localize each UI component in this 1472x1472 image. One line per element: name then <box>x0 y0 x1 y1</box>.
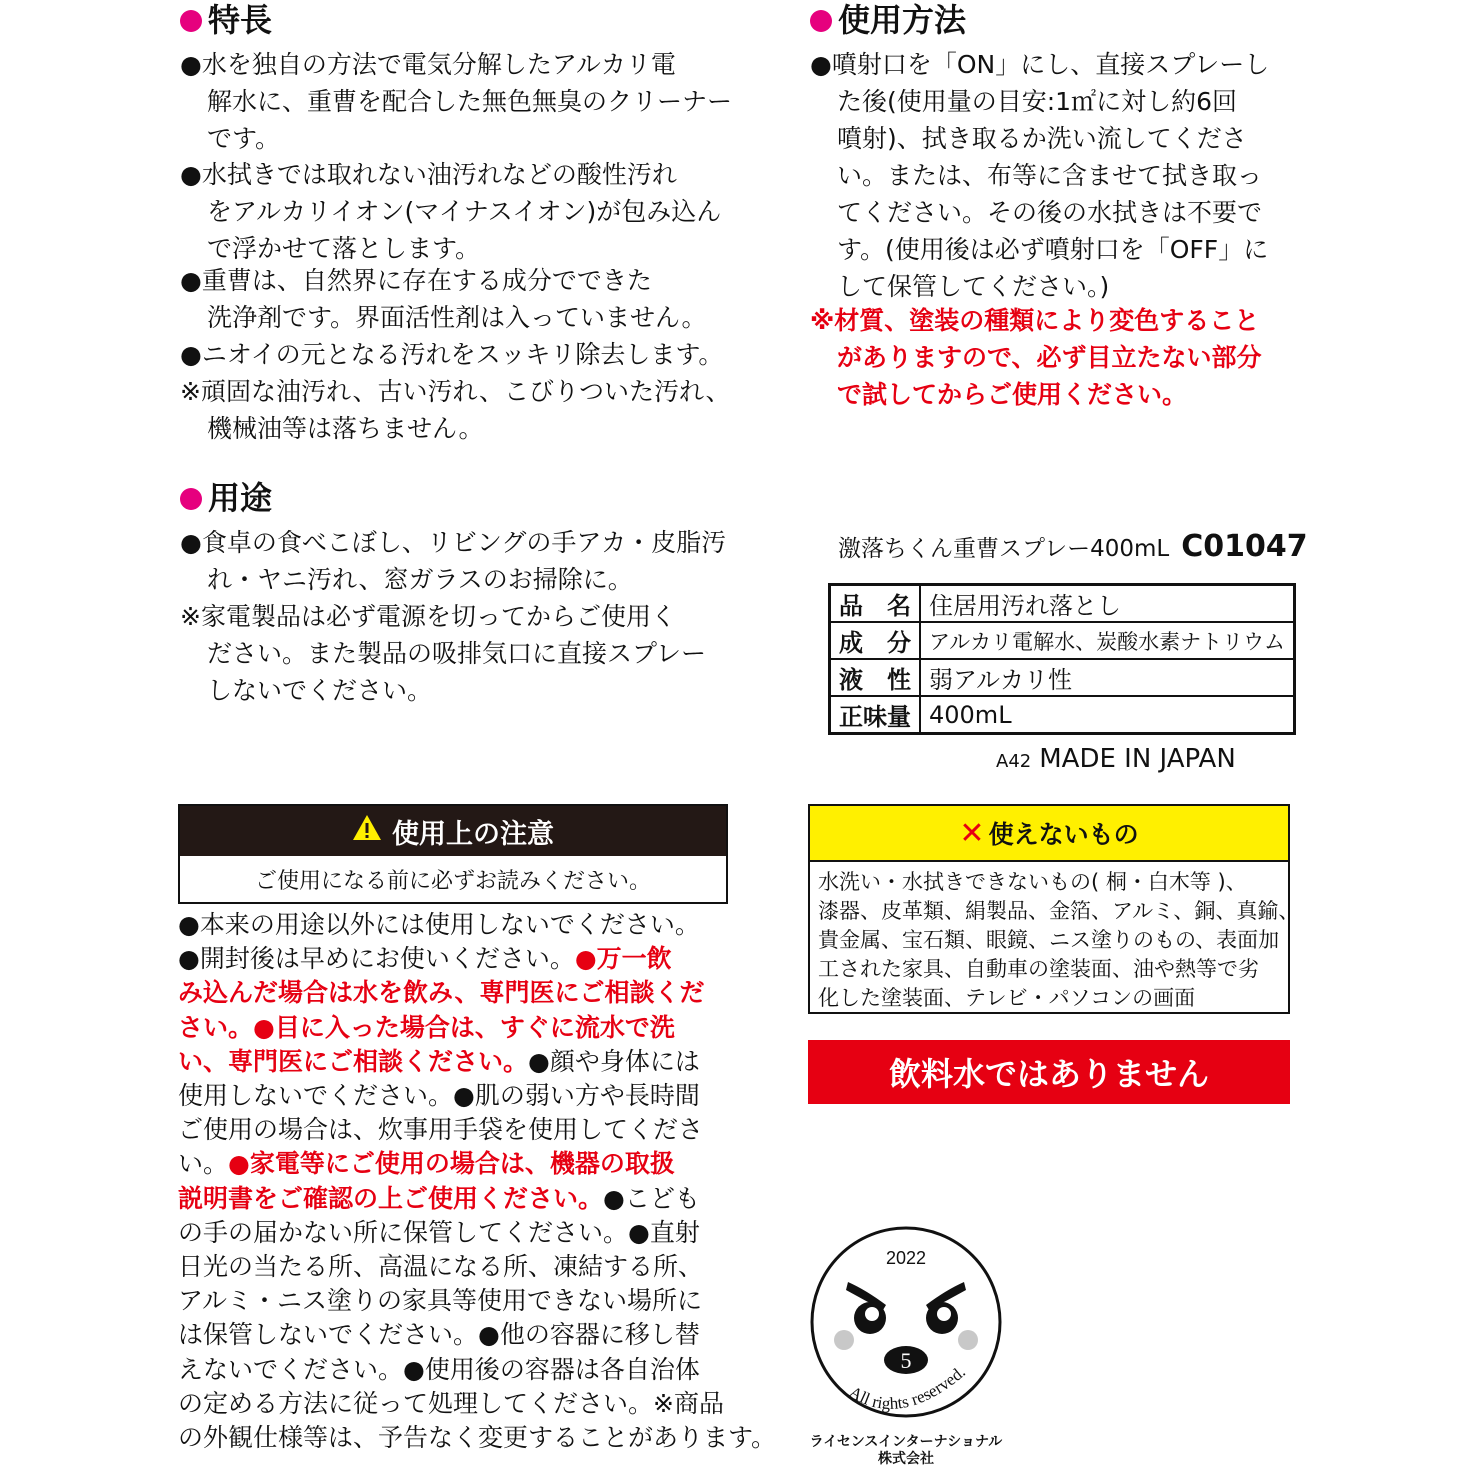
warning-header <box>180 806 726 856</box>
spec-value: 400mL <box>920 696 1294 734</box>
warning-line <box>178 1182 776 1216</box>
origin-line <box>996 744 1236 774</box>
usage-item-1: ●食卓の食べこぼし、リビングの手アカ・皮脂汚 れ・ヤニ汚れ、窓ガラスのお掃除に。 <box>180 528 727 594</box>
warning-line <box>178 1079 776 1113</box>
spec-table <box>828 583 1296 735</box>
left-cheek-icon <box>834 1330 854 1350</box>
warning-text-red: み込んだ場合は水を飲み、専門医にご相談くだ <box>178 978 705 1008</box>
warning-line <box>178 1045 776 1079</box>
warning-text <box>178 908 776 1455</box>
warning-text-segment: アルミ・ニス塗りの家具等使用できない場所に <box>178 1286 703 1316</box>
warning-line <box>178 1318 776 1352</box>
warning-text-segment: の外観仕様等は、予告なく変更することがあります。 <box>178 1423 777 1453</box>
not-usable-title: 使えないもの <box>988 820 1139 849</box>
spec-value: 弱アルカリ性 <box>920 659 1294 696</box>
warning-line <box>178 1387 776 1421</box>
rights-text: All rights reserved. <box>845 1362 970 1414</box>
warning-text-segment: えないでください。●使用後の容器は各自治体 <box>178 1354 700 1384</box>
howto-title: 使用方法 <box>810 0 966 40</box>
warning-text-red: ●万一飲 <box>574 944 672 974</box>
table-row <box>830 696 1295 734</box>
table-row <box>830 622 1295 659</box>
spec-key: 正味量 <box>830 696 921 734</box>
warning-line <box>178 1216 776 1250</box>
howto-caution: ※材質、塗装の種類により変色すること がありますので、必ず目立たない部分 で試してからご使用ください。 <box>810 306 1262 409</box>
mascot-number: 5 <box>900 1348 912 1373</box>
right-cheek-icon <box>958 1330 978 1350</box>
spec-key: 品名 <box>830 585 921 623</box>
warning-line <box>178 976 776 1010</box>
spec-value: アルカリ電解水、炭酸水素ナトリウム <box>920 622 1294 659</box>
mascot-logo <box>806 1220 1006 1429</box>
company-name: ライセンスインターナショナル 株式会社 <box>809 1434 1003 1467</box>
feature-item-1: ●水を独自の方法で電気分解したアルカリ電 解水に、重曹を配合した無色無臭のクリーナー です。 <box>180 50 733 153</box>
red-cross-icon: ✕ <box>959 815 985 851</box>
warning-text-segment: の手の届かない所に保管してください。●直射 <box>178 1217 700 1247</box>
warning-text-segment: い。 <box>178 1149 229 1179</box>
warning-line <box>178 1284 776 1318</box>
pink-bullet-icon <box>180 10 202 32</box>
warning-text-segment: ご使用の場合は、炊事用手袋を使用してくださ <box>178 1115 704 1145</box>
warning-title: 使用上の注意 <box>392 818 554 850</box>
product-code: C01047 <box>1181 529 1308 564</box>
product-name: 激落ちくん重曹スプレー400mL <box>838 536 1170 562</box>
warning-line <box>178 908 776 942</box>
table-row <box>830 585 1295 623</box>
pink-bullet-icon <box>810 10 832 32</box>
not-usable-box <box>808 804 1300 1014</box>
not-usable-text: 水洗い・水拭きできないもの( 桐・白木等 )、 漆器、皮革類、絹製品、金箔、アルミ、銅、真鍮、 貴金属、宝石類、眼鏡、ニス塗りのもの、表面加 工された家具、自動車の塗装面、油や熱等で劣 化した塗装面、テレビ・パソコンの画面 <box>818 870 1300 1010</box>
warning-line <box>178 1147 776 1181</box>
not-drinking-water-banner: 飲料水ではありません <box>808 1040 1290 1104</box>
warning-line <box>178 1113 776 1147</box>
not-usable-header <box>810 806 1288 862</box>
lot-code: A42 <box>996 751 1032 772</box>
spec-key: 成分 <box>830 622 921 659</box>
howto-text: ●噴射口を「ON」にし、直接スプレーし た後(使用量の目安:1㎡に対し約6回 噴射)、拭き取るか洗い流してくださ い。または、布等に含ませて拭き取っ てください。その後の水拭きは不要で す。(使用後は必ず噴射口を「OFF」に して保管してください。) <box>810 50 1270 301</box>
warning-text-segment: ●こども <box>603 1183 700 1213</box>
warning-line <box>178 1011 776 1045</box>
warning-text-segment: の定める方法に従って処理してください。※商品 <box>178 1388 724 1418</box>
warning-text-red: さい。●目に入った場合は、すぐに流水で洗 <box>178 1012 675 1042</box>
warning-text-segment: ●本来の用途以外には使用しないでください。 <box>178 910 700 939</box>
spec-key: 液性 <box>830 659 921 696</box>
origin-text: MADE IN JAPAN <box>1039 744 1236 774</box>
warning-box <box>178 804 728 904</box>
feature-note: ※頑固な油汚れ、古い汚れ、こびりついた汚れ、 機械油等は落ちません。 <box>180 377 731 443</box>
warning-text-segment: 使用しないでください。●肌の弱い方や長時間 <box>178 1081 700 1111</box>
feature-item-2: ●水拭きでは取れない油汚れなどの酸性汚れ をアルカリイオン(マイナスイオン)が包み込ん で浮かせて落とします。 <box>180 160 722 263</box>
warning-triangle-icon <box>352 814 382 848</box>
usage-title: 用途 <box>180 478 272 518</box>
spec-value: 住居用汚れ落とし <box>920 585 1294 623</box>
warning-text-red: 説明書をご確認の上ご使用ください。 <box>178 1183 604 1213</box>
feature-item-3: ●重曹は、自然界に存在する成分でできた 洗浄剤です。界面活性剤は入っていません。 <box>180 266 707 332</box>
warning-text-segment: 日光の当たる所、高温になる所、凍結する所、 <box>178 1252 704 1282</box>
warning-line <box>178 1250 776 1284</box>
warning-text-segment: は保管しないでください。●他の容器に移し替 <box>178 1320 700 1350</box>
pink-bullet-icon <box>180 488 202 510</box>
warning-text-segment: ●開封後は早めにお使いください。 <box>178 944 575 974</box>
warning-text-red: ●家電等にご使用の場合は、機器の取扱 <box>228 1149 675 1179</box>
warning-text-red: い、専門医にご相談ください。 <box>178 1046 529 1076</box>
features-title: 特長 <box>180 0 272 40</box>
warning-line <box>178 1353 776 1387</box>
usage-note: ※家電製品は必ず電源を切ってからご使用く ださい。また製品の吸排気口に直接スプレー しないでください。 <box>180 602 707 705</box>
product-line <box>838 527 1308 567</box>
warning-line <box>178 1421 776 1455</box>
warning-line <box>178 942 776 976</box>
mascot-year: 2022 <box>885 1248 927 1268</box>
table-row <box>830 659 1295 696</box>
warning-subtitle: ご使用になる前に必ずお読みください。 <box>254 868 651 894</box>
feature-item-4: ●ニオイの元となる汚れをスッキリ除去します。 <box>180 340 724 369</box>
warning-text-segment: ●顔や身体には <box>528 1046 700 1076</box>
